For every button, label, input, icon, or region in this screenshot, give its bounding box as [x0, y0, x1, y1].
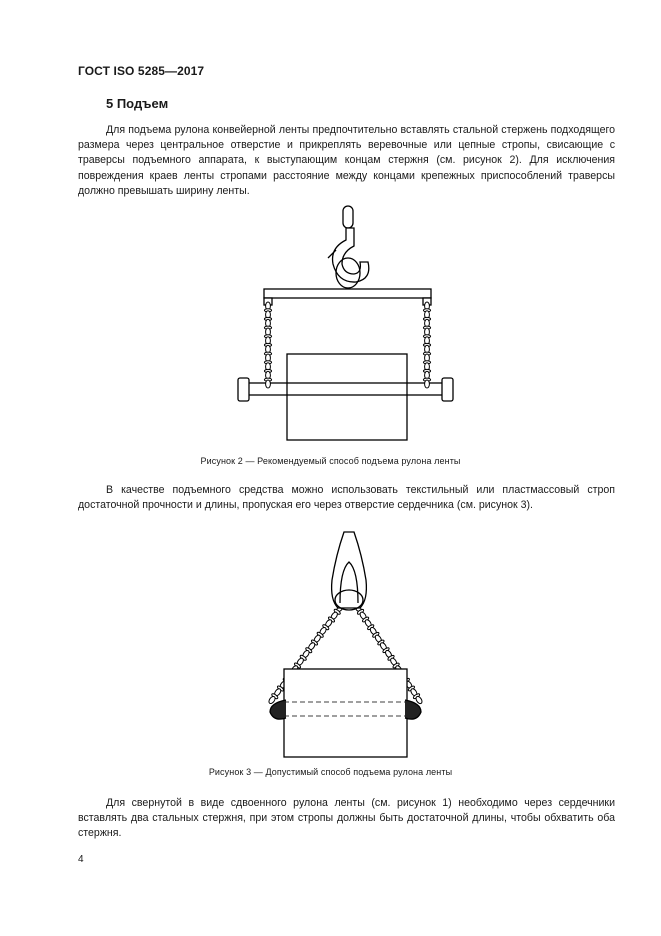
paragraph-double-roll: Для свернутой в виде сдвоенного рулона ленты (см. рисунок 1) необходимо через сердечники вставлять два стальных стержня, при этом стропы должны быть достаточной длины, чтобы обхватить оба стержня.: [78, 797, 615, 840]
chain-slings-fig3: [268, 603, 424, 704]
textile-sling-right: [405, 700, 421, 719]
chain-slings-fig2: [264, 302, 430, 388]
page-number: 4: [78, 854, 84, 865]
sling-hook-icon: [332, 532, 367, 610]
figure-3-caption: Рисунок 3 — Допустимый способ подъема рулона ленты: [208, 767, 453, 777]
spreader-beam: [264, 289, 431, 298]
figure-2-caption: Рисунок 2 — Рекомендуемый способ подъема рулона ленты: [200, 456, 461, 466]
hook-icon: [328, 206, 369, 288]
paragraph-lifting-bar: Для подъема рулона конвейерной ленты предпочтительно вставлять стальной стержень подходящего размера через центральное отверстие и прикреплять веревочные или цепные стропы, свисающие с траверсы подъемного аппарата, к выступающим концам стержня (см. рисунок 2). Для исключения повреждения краев ленты стропами расстояние между концами крепежных приспособлений траверсы должно превышать ширину ленты.: [78, 124, 615, 197]
section-title: 5 Подъем: [106, 96, 169, 111]
standard-header: ГОСТ ISO 5285—2017: [78, 64, 205, 78]
paragraph-textile-sling: В качестве подъемного средства можно использовать текстильный или пластмассовый строп достаточной прочности и длины, пропуская его через отверстие сердечника (см. рисунок 3).: [78, 484, 615, 512]
textile-sling-left: [270, 700, 286, 719]
steel-bar: [244, 383, 450, 395]
belt-roll-fig3: [284, 669, 407, 757]
belt-roll-fig2: [287, 354, 407, 440]
